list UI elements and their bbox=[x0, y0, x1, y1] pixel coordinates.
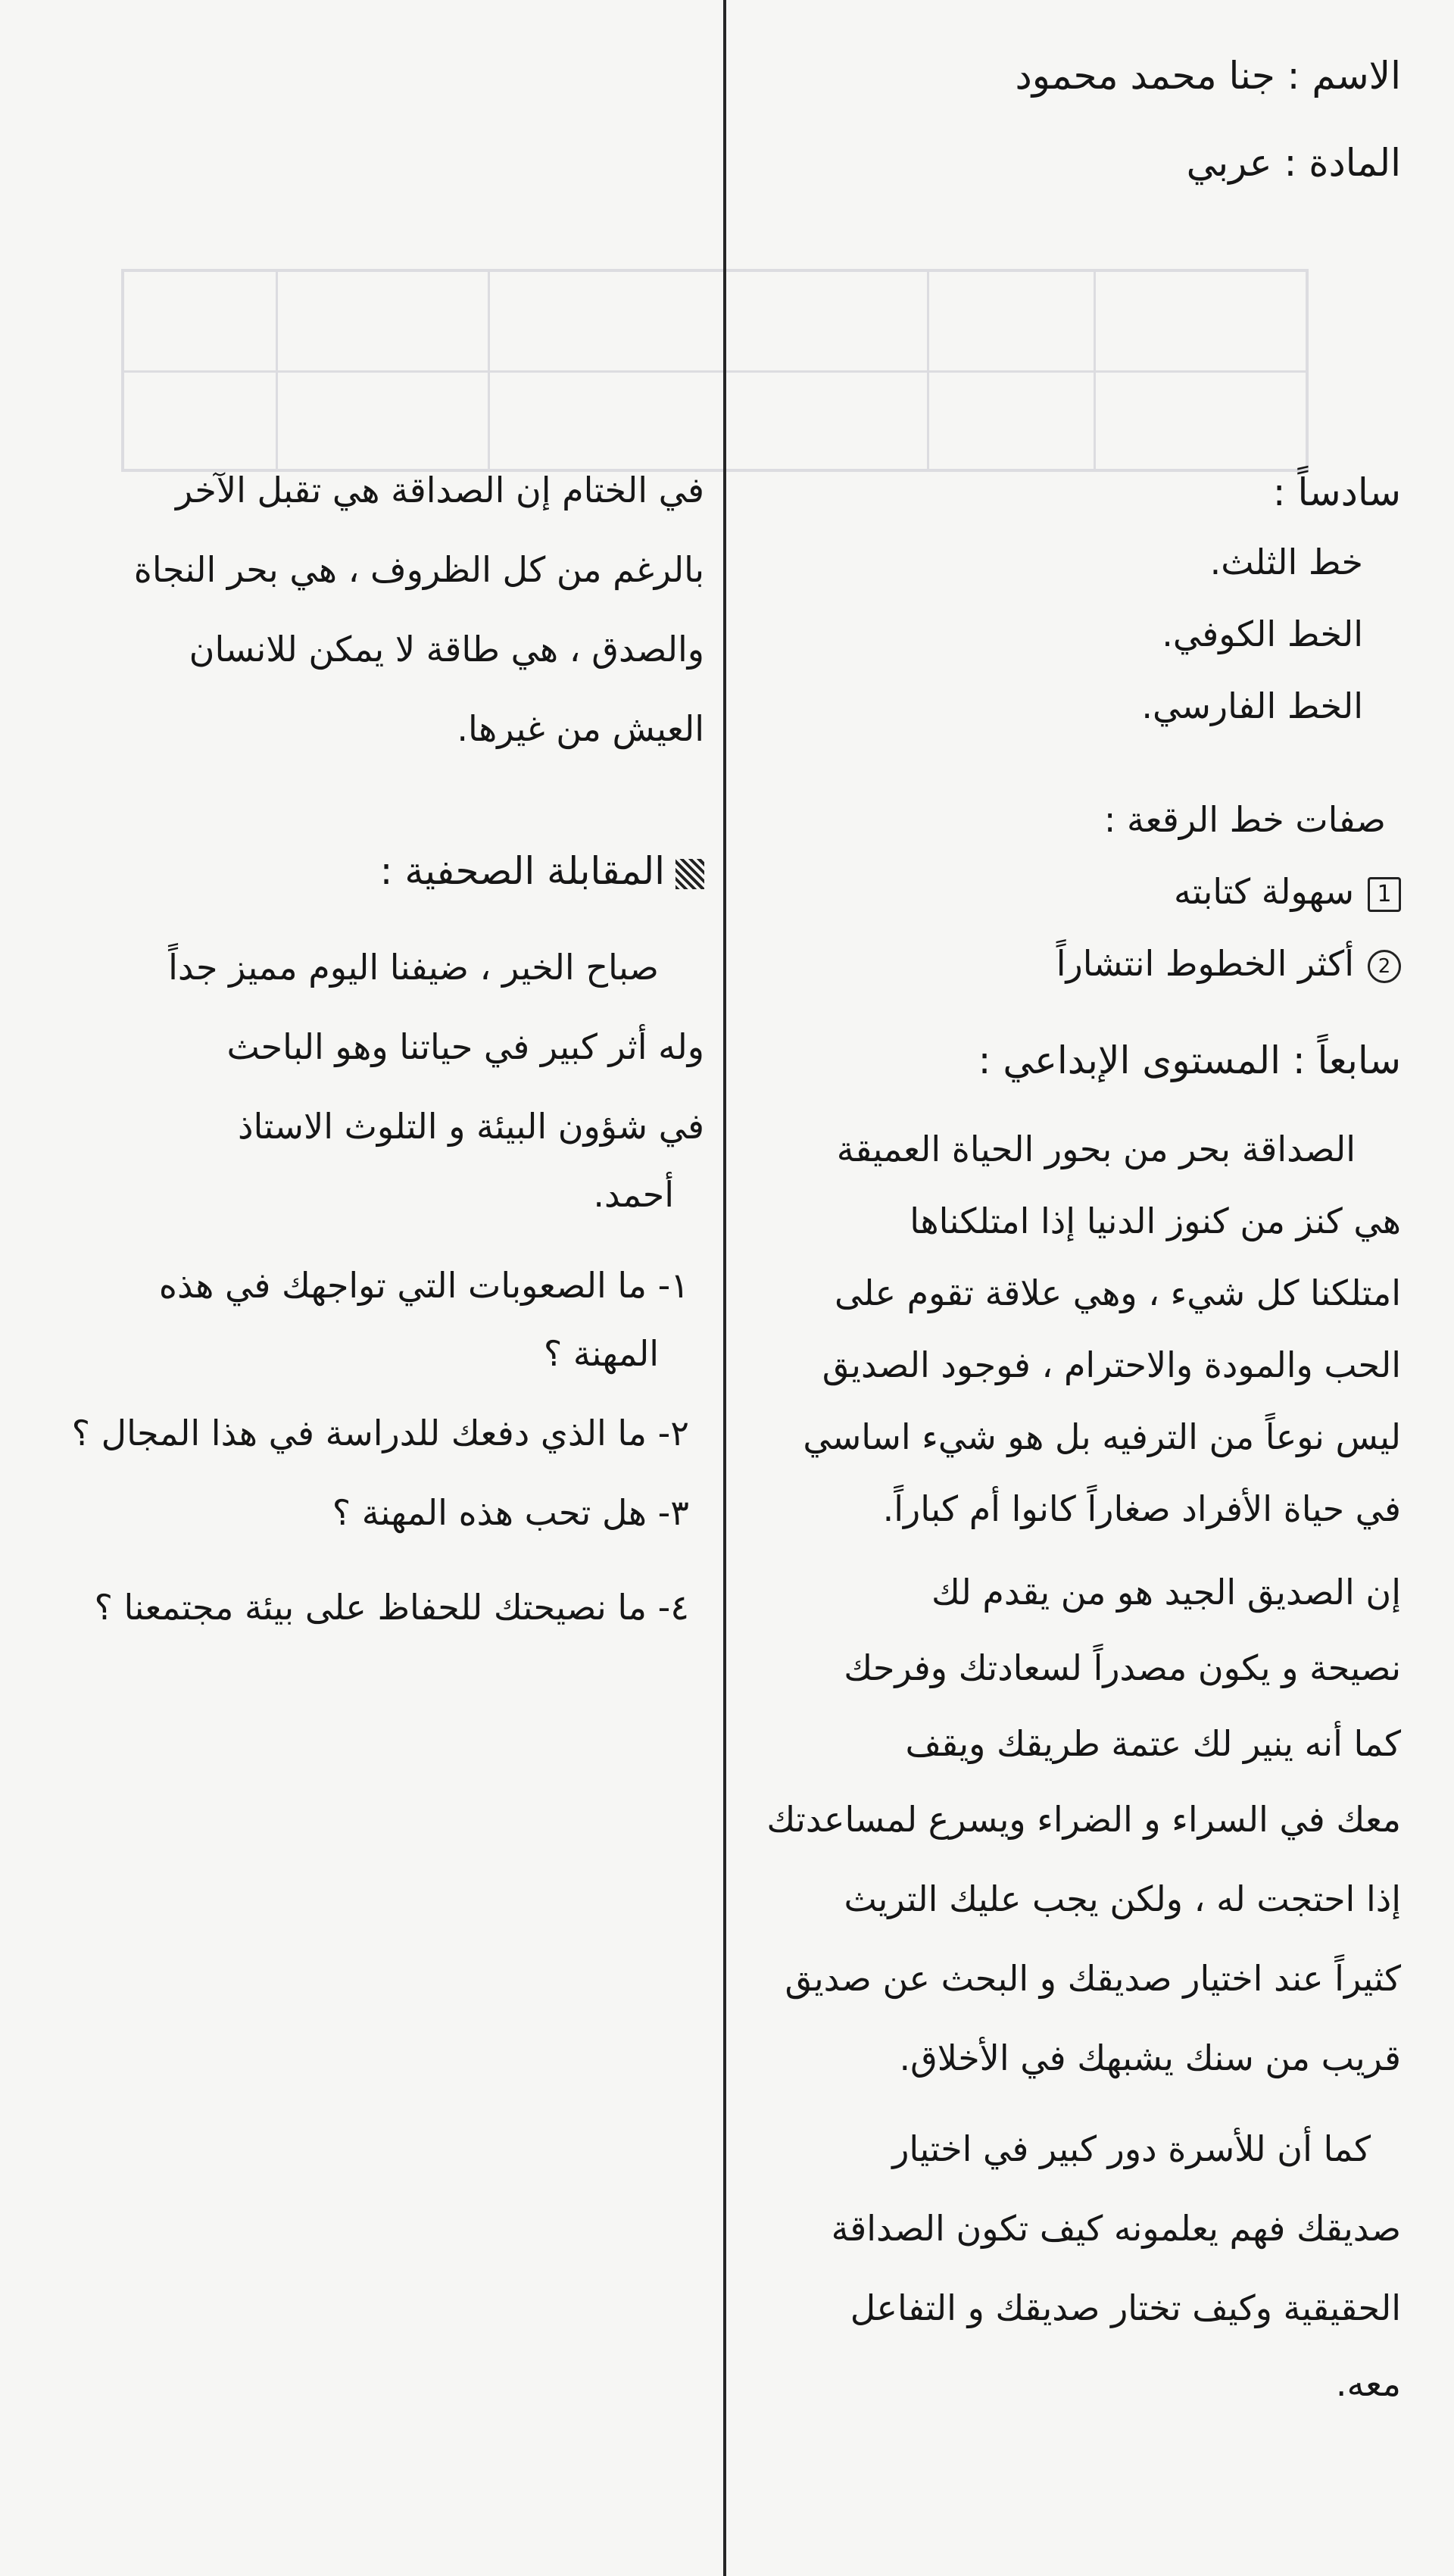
conclusion-line: العيش من غيرها. bbox=[457, 708, 704, 749]
show-through-table bbox=[121, 269, 1309, 472]
conclusion-line: في الختام إن الصداقة هي تقبل الآخر bbox=[176, 470, 704, 511]
feature-number-circle: 2 bbox=[1368, 950, 1401, 983]
show-through-col-divider bbox=[276, 272, 278, 469]
riqaa-title: صفات خط الرقعة : bbox=[1103, 799, 1386, 840]
script-item: الخط الكوفي. bbox=[1162, 614, 1363, 654]
essay-line: قريب من سنك يشبهك في الأخلاق. bbox=[899, 2037, 1401, 2078]
feature-text: أكثر الخطوط انتشاراً bbox=[1056, 943, 1354, 984]
conclusion-line: والصدق ، هي طاقة لا يمكن للانسان bbox=[189, 629, 704, 670]
essay-line: هي كنز من كنوز الدنيا إذا امتلكناها bbox=[910, 1201, 1401, 1241]
essay-line: كما أنه ينير لك عتمة طريقك ويقف bbox=[905, 1723, 1401, 1764]
essay-line: في حياة الأفراد صغاراً كانوا أم كباراً. bbox=[882, 1488, 1401, 1529]
intro-line: صباح الخير ، ضيفنا اليوم مميز جداً bbox=[168, 947, 659, 988]
essay-line: صديقك فهم يعلمونه كيف تكون الصداقة bbox=[831, 2208, 1401, 2249]
question-line: المهنة ؟ bbox=[543, 1333, 659, 1374]
script-item: خط الثلث. bbox=[1209, 542, 1363, 582]
interview-title: المقابلة الصحفية : bbox=[379, 849, 665, 893]
essay-line: كما أن للأسرة دور كبير في اختيار bbox=[892, 2128, 1371, 2169]
essay-line: إذا احتجت له ، ولكن يجب عليك التريث bbox=[844, 1878, 1401, 1919]
show-through-col-divider bbox=[488, 272, 490, 469]
essay-line: نصيحة و يكون مصدراً لسعادتك وفرحك bbox=[844, 1647, 1401, 1688]
essay-line: إن الصديق الجيد هو من يقدم لك bbox=[931, 1572, 1401, 1613]
section7-title: سابعاً : المستوى الإبداعي : bbox=[978, 1038, 1401, 1082]
section6-title: سادساً : bbox=[1272, 470, 1401, 514]
essay-line: معك في السراء و الضراء ويسرع لمساعدتك bbox=[766, 1799, 1401, 1840]
essay-line: الحقيقية وكيف تختار صديقك و التفاعل bbox=[850, 2287, 1401, 2328]
question-line: ٤- ما نصيحتك للحفاظ على بيئة مجتمعنا ؟ bbox=[94, 1587, 689, 1628]
essay-line: الصداقة بحر من بحور الحياة العميقة bbox=[836, 1129, 1356, 1169]
riqaa-feature bbox=[1056, 943, 1401, 985]
show-through-col-divider bbox=[927, 272, 929, 469]
essay-line: امتلكنا كل شيء ، وهي علاقة تقوم على bbox=[835, 1272, 1401, 1313]
script-item: الخط الفارسي. bbox=[1141, 685, 1363, 726]
intro-line: وله أثر كبير في حياتنا وهو الباحث bbox=[226, 1026, 704, 1067]
intro-line: في شؤون البيئة و التلوث الاستاذ bbox=[238, 1106, 704, 1147]
essay-line: ليس نوعاً من الترفيه بل هو شيء اساسي bbox=[803, 1416, 1401, 1457]
column-divider-line bbox=[723, 0, 726, 2576]
feature-number-box: 1 bbox=[1368, 877, 1401, 912]
left-column bbox=[38, 454, 704, 2537]
student-name: الاسم : جنا محمد محمود bbox=[1015, 54, 1401, 98]
right-column bbox=[765, 454, 1401, 2537]
question-line: ٢- ما الذي دفعك للدراسة في هذا المجال ؟ bbox=[71, 1413, 689, 1453]
intro-line: أحمد. bbox=[593, 1174, 674, 1215]
conclusion-line: بالرغم من كل الظروف ، هي بحر النجاة bbox=[133, 549, 704, 590]
riqaa-feature bbox=[1174, 871, 1401, 913]
show-through-col-divider bbox=[1094, 272, 1096, 469]
essay-line: الحب والمودة والاحترام ، فوجود الصديق bbox=[822, 1344, 1401, 1385]
essay-line: معه. bbox=[1335, 2363, 1401, 2404]
essay-line: كثيراً عند اختيار صديقك و البحث عن صديق bbox=[785, 1958, 1401, 1999]
question-line: ٣- هل تحب هذه المهنة ؟ bbox=[332, 1492, 689, 1533]
show-through-row-divider bbox=[124, 370, 1306, 373]
interview-heading bbox=[380, 848, 704, 894]
subject-label: المادة : عربي bbox=[1186, 141, 1401, 185]
feature-text: سهولة كتابته bbox=[1174, 871, 1354, 912]
scribble-mark-icon bbox=[676, 859, 704, 889]
question-line: ١- ما الصعوبات التي تواجهك في هذه bbox=[158, 1265, 689, 1306]
